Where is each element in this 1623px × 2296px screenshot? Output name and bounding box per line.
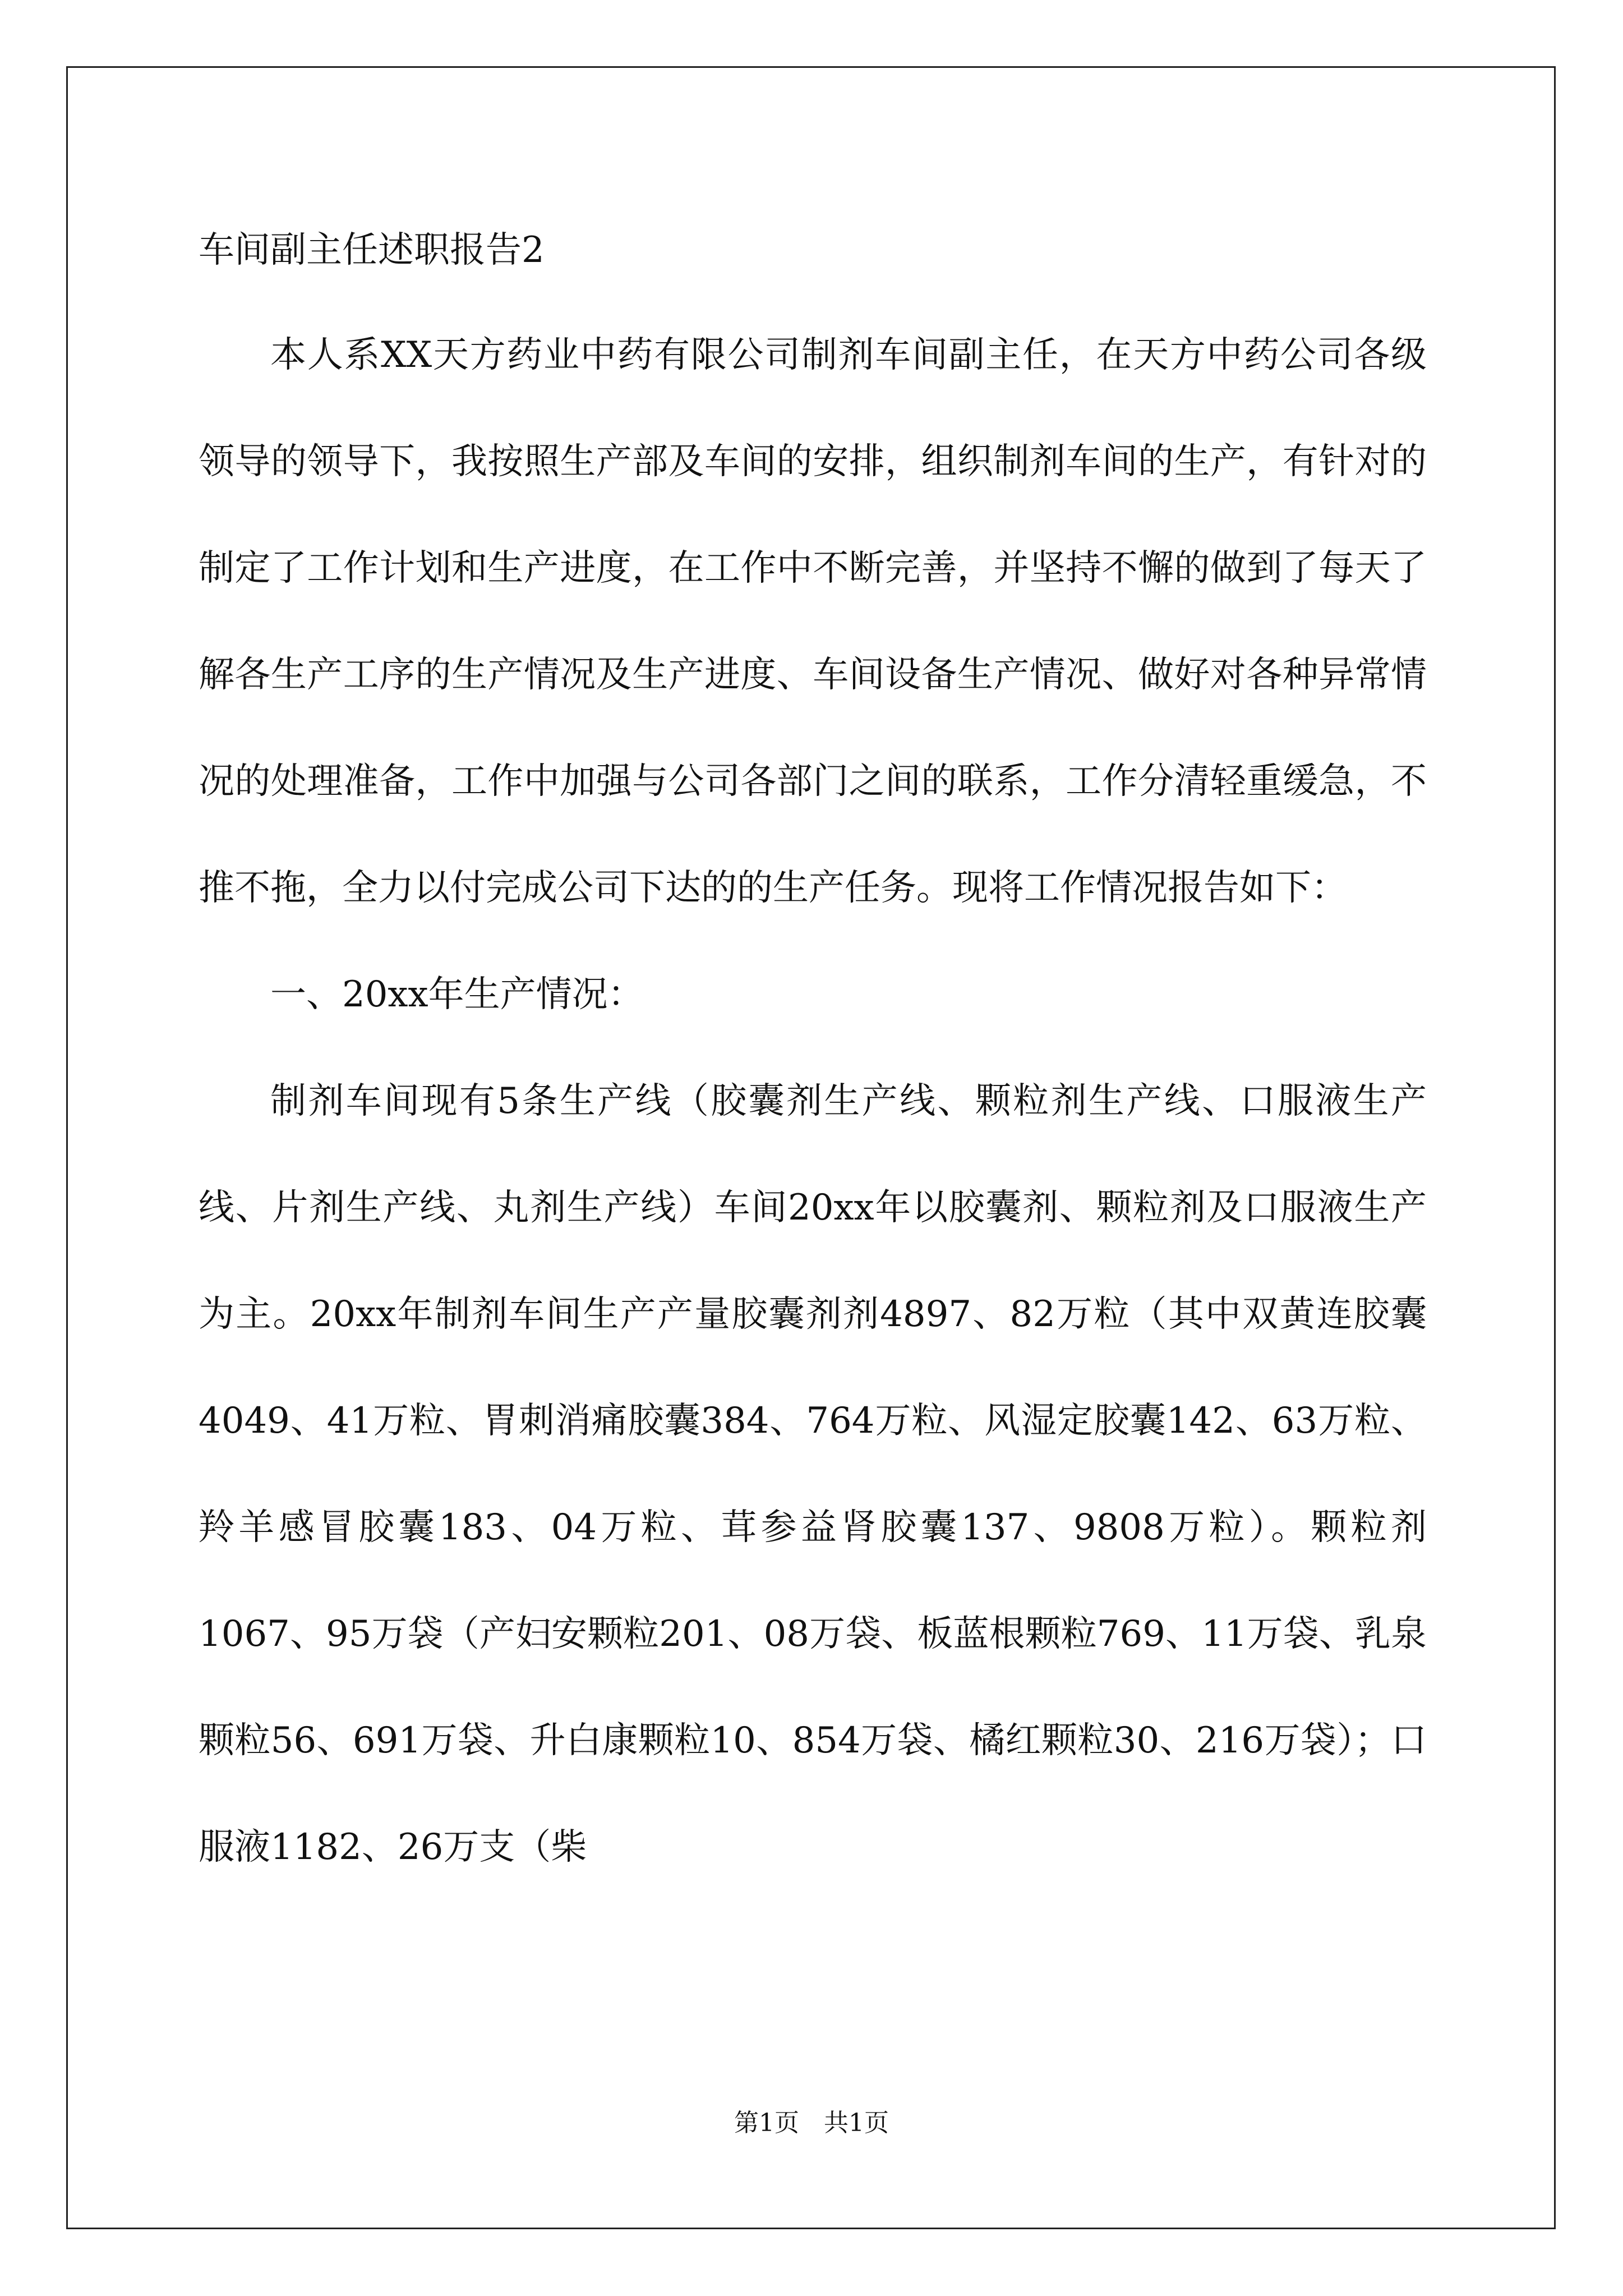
document-title: 车间副主任述职报告2 — [199, 229, 545, 271]
production-paragraph: 制剂车间现有5条生产线（胶囊剂生产线、颗粒剂生产线、口服液生产线、片剂生产线、丸剂生产线）车间20xx年以胶囊剂、颗粒剂及口服液生产为主。20xx年制剂车间生产产量胶囊剂剂4897、82万粒（其中双黄连胶囊4049、41万粒、胃刺消痛胶囊384、764万粒、风湿定胶囊142、63万粒、羚羊感冒胶囊183、04万粒、茸参益肾胶囊137、9808万粒）。颗粒剂1067、95万袋（产妇安颗粒201、08万袋、板蓝根颗粒769、11万袋、乳泉颗粒56、691万袋、升白康颗粒10、854万袋、橘红颗粒30、216万袋）；口服液1182、26万支（柴 — [199, 1080, 1427, 1868]
section-heading: 一、20xx年生产情况： — [270, 974, 644, 1015]
document-body — [199, 223, 1427, 1901]
page-number: 第1页 共1页 — [734, 2109, 889, 2137]
intro-paragraph: 本人系XX天方药业中药有限公司制剂车间副主任，在天方中药公司各级领导的领导下，我按照生产部及车间的安排，组织制剂车间的生产，有针对的制定了工作计划和生产进度，在工作中不断完善，并坚持不懈的做到了每天了解各生产工序的生产情况及生产进度、车间设备生产情况、做好对各种异常情况的处理准备，工作中加强与公司各部门之间的联系，工作分清轻重缓急，不推不拖，全力以付完成公司下达的的生产任务。现将工作情况报告如下： — [199, 334, 1427, 909]
